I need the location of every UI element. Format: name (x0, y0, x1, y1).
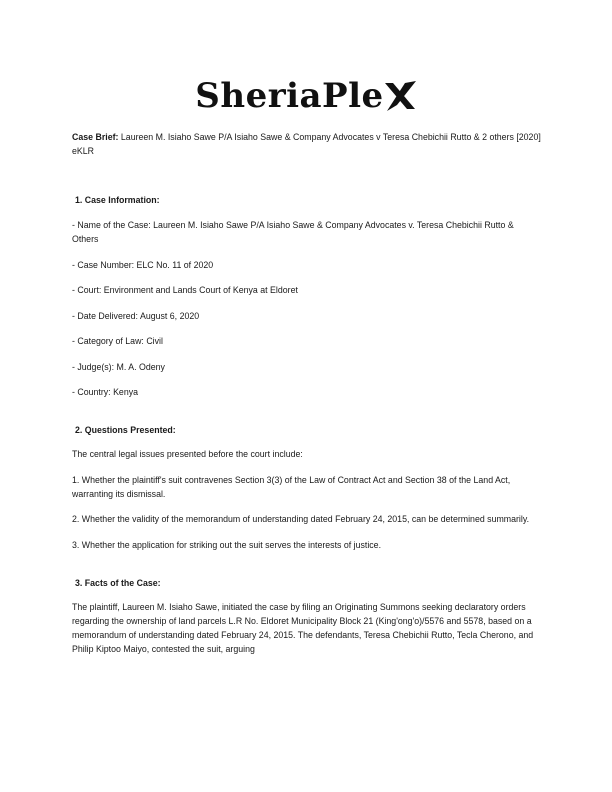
case-info-item: - Date Delivered: August 6, 2020 (72, 310, 200, 321)
questions-intro: The central legal issues presented before the court include: (72, 449, 303, 459)
case-info-item: - Category of Law: Civil (72, 336, 163, 346)
case-brief-label: Case Brief: (72, 132, 119, 142)
logo-text: SheriaPle (195, 76, 384, 116)
facts-paragraph: The plaintiff, Laureen M. Isiaho Sawe, initiated the case by filing an Originating Summons seeking declaratory orders regarding the ownership of land parcels L.R No. Eldoret Municipality Block 21 (King'ong'o)/5576 and 5578, based on a memorandum of understanding dated February 24, 2015. The defendants, Teresa Chebichii Rutto, Tecla Cherono, and Philip Kiptoo Maiyo, contested the suit, arguing (72, 601, 534, 654)
case-info-item: - Court: Environment and Lands Court of Kenya at Eldoret (72, 285, 298, 295)
question-item: 3. Whether the application for striking out the suit serves the interests of justice. (72, 539, 382, 550)
question-item: 1. Whether the plaintiff's suit contravenes Section 3(3) of the Law of Contract Act and Section 38 of the Land Act, warranting its dismissal. (72, 474, 511, 499)
case-brief (72, 130, 542, 158)
case-information-list (72, 218, 542, 399)
case-info-item: - Name of the Case: Laureen M. Isiaho Sawe P/A Isiaho Sawe & Company Advocates v. Teresa Chebichii Rutto & Others (72, 220, 514, 244)
case-information-heading: 1. Case Information: (75, 195, 160, 205)
document-body (72, 130, 542, 656)
case-info-item: - Country: Kenya (72, 387, 139, 397)
case-info-item: - Case Number: ELC No. 11 of 2020 (72, 259, 214, 270)
facts-heading: 3. Facts of the Case: (75, 577, 161, 588)
sheriaplex-logo (0, 76, 612, 120)
logo-x-mark (383, 80, 417, 120)
case-info-item: - Judge(s): M. A. Odeny (72, 361, 165, 372)
questions-presented-heading: 2. Questions Presented: (75, 425, 176, 435)
question-item: 2. Whether the validity of the memorandum of understanding dated February 24, 2015, can be determined summarily. (72, 514, 530, 524)
questions-list (72, 447, 542, 552)
case-brief-text: Laureen M. Isiaho Sawe P/A Isiaho Sawe & Company Advocates v Teresa Chebichii Rutto & 2 others [2020] eKLR (72, 132, 541, 156)
